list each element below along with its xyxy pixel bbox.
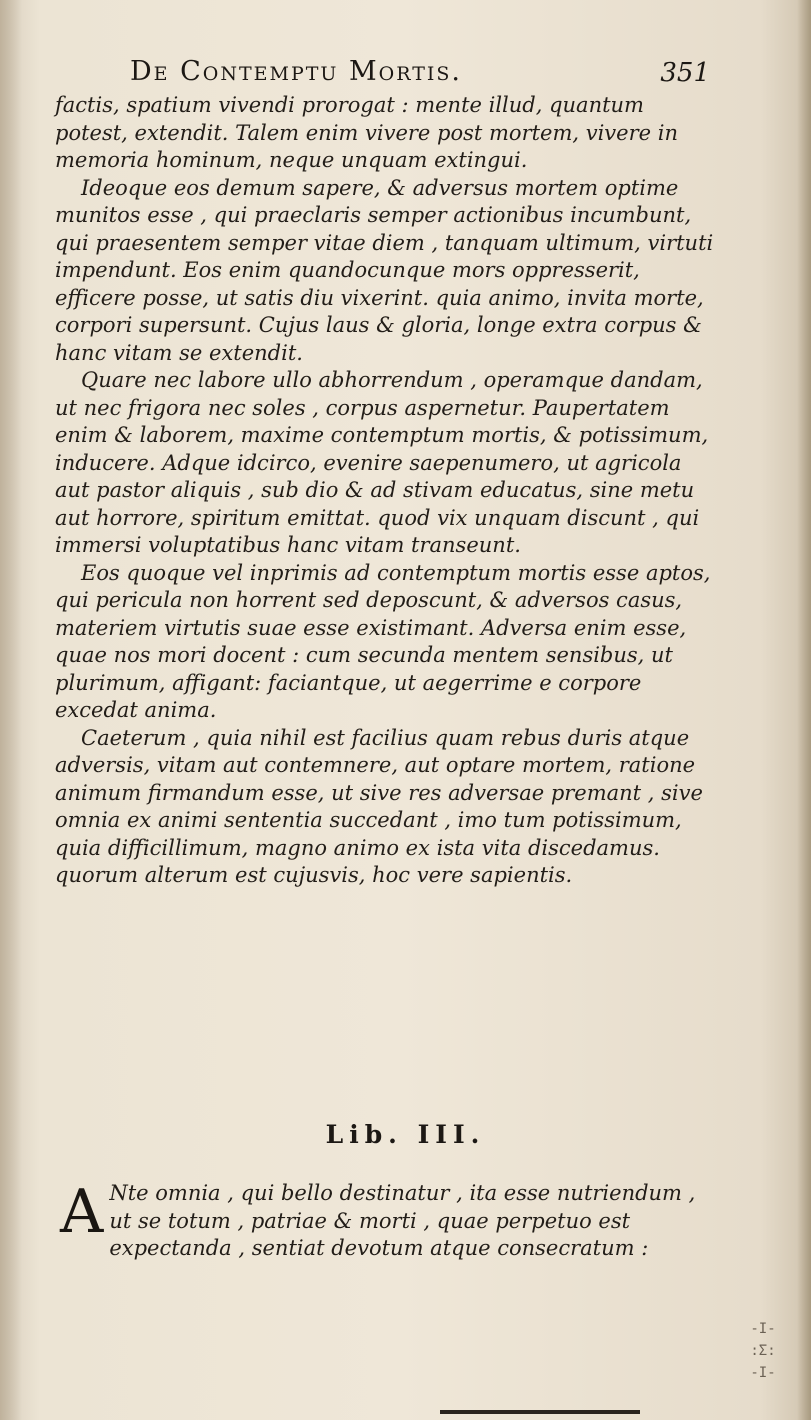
drop-cap: A xyxy=(60,1177,104,1247)
paragraph-4: Eos quoque vel inprimis ad contemptum mortis esse aptos, qui pericula non horrent sed deposcunt, & adversos casus, materiem virtutis suae esse existimant. Adversa enim esse, quae nos mori docent : cum secunda mentem sensibus, ut plurimum, affigant: faciantque, ut aegerrime e corpore excedat anima. xyxy=(55,560,711,722)
paragraph-5: Caeterum , quia nihil est facilius quam rebus duris atque adversis, vitam aut contemnere, aut optare mortem, ratione animum firmandum esse, ut sive res adversae premant , sive omnia ex animi sententia succedant , imo tum potissimum, quia difficillimum, magno animo ex ista vita discedamus. quorum alterum est cujusvis, hoc vere sapientis. xyxy=(55,725,703,887)
paragraph-1: factis, spatium vivendi prorogat : mente illud, quantum potest, extendit. Talem enim vivere post mortem, vivere in memoria hominum, neque unquam extingui. xyxy=(55,93,678,172)
book-opening-paragraph: Nte omnia , qui bello destinatur , ita esse nutriendum , ut se totum , patriae & morti , quae perpetuo est expectanda , sentiat devotum atque consecratum : xyxy=(109,1181,696,1260)
paragraph-2: Ideoque eos demum sapere, & adversus mortem optime munitos esse , qui praeclaris semper actionibus incumbunt, qui praesentem semper vitae diem , tanquam ultimum, virtuti impendunt. Eos enim quandocunque mors oppresserit, efficere posse, ut satis diu vixerint. quia animo, invita morte, corpori supersunt. Cujus laus & gloria, longe extra corpus & hanc vitam se extendit. xyxy=(55,175,714,365)
page-gutter-shadow xyxy=(0,0,22,1420)
page-edge-shadow xyxy=(797,0,811,1420)
bottom-rule xyxy=(440,1410,640,1414)
book-heading: Lib. III. xyxy=(325,1120,486,1149)
page-number: 351 xyxy=(660,58,710,88)
body-text xyxy=(55,92,715,890)
page-header xyxy=(130,56,710,96)
page-edge-ornament: -I- :Σ: -I- xyxy=(750,1321,776,1381)
paragraph-3: Quare nec labore ullo abhorrendum , operamque dandam, ut nec frigora nec soles , corpus aspernetur. Paupertatem enim & laborem, maxime contemptum mortis, & potissimum, inducere. Adque idcirco, evenire saepenumero, ut agricola aut pastor aliquis , sub dio & ad stivam educatus, sine metu aut horrore, spiritum emittat. quod vix unquam discunt , qui immersi voluptatibus hanc vitam transeunt. xyxy=(55,368,709,557)
running-title: De Contemptu Mortis. xyxy=(130,56,462,87)
book-opening-text xyxy=(60,1177,715,1263)
